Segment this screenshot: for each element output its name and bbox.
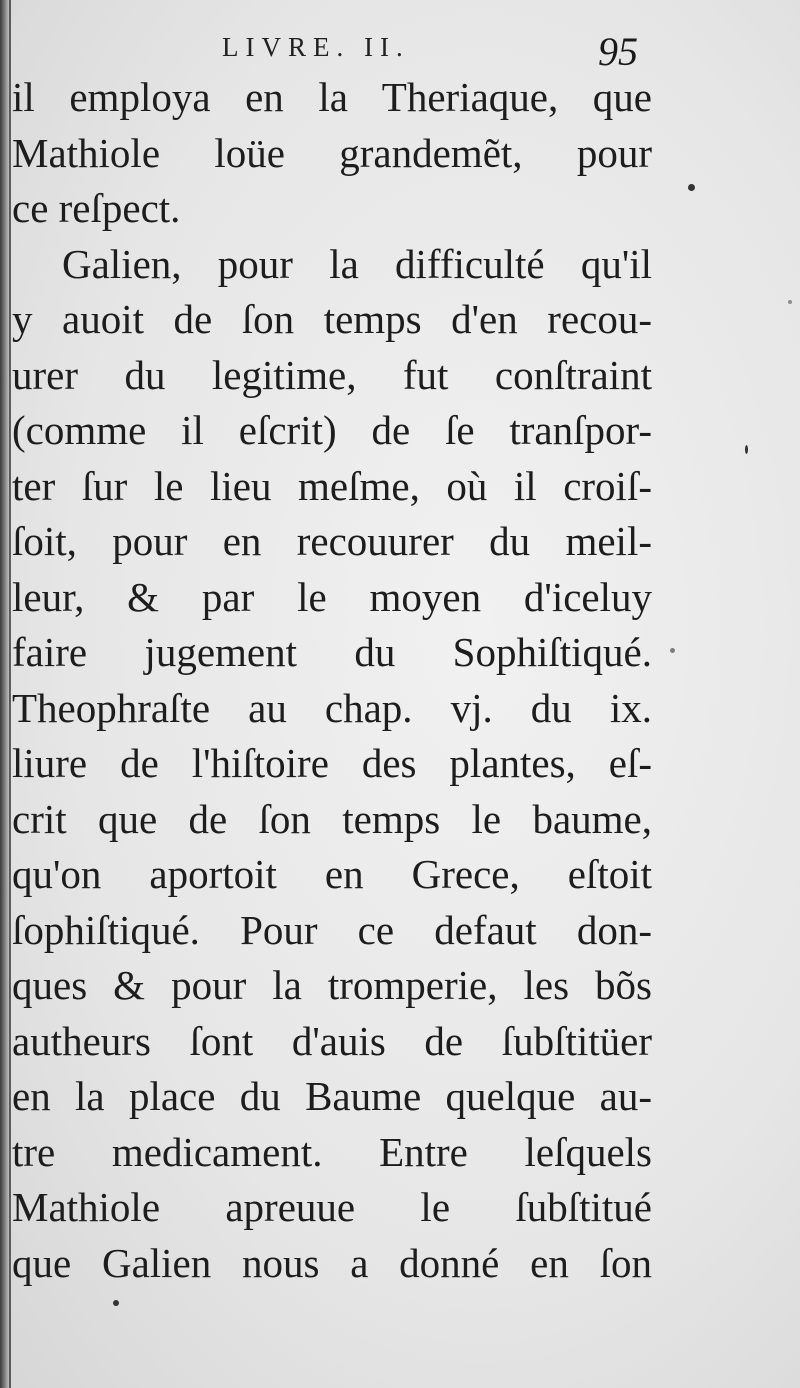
- paper-speck: [788, 300, 792, 304]
- text-line: liure de l'hiſtoire des plantes, eſ-: [12, 740, 652, 786]
- text-line: ter ſur le lieu meſme, où il croiſ-: [12, 462, 652, 509]
- text-line: (comme il eſcrit) de ſe tranſpor-: [12, 407, 652, 453]
- paper-speck: [688, 184, 695, 191]
- page-header: [0, 18, 800, 78]
- page-number: 95: [598, 29, 638, 74]
- text-line: ſoit, pour en recouurer du meil-: [12, 518, 652, 564]
- text-line: Mathiole loüe grandemẽt, pour: [12, 129, 652, 176]
- text-line: ques & pour la tromperie, les bõs: [12, 962, 652, 1008]
- text-line: urer du legitime, fut conſtraint: [12, 351, 652, 398]
- paper-speck: [113, 1300, 119, 1306]
- text-line: Theophraſte au chap. vj. du ix.: [12, 684, 652, 731]
- paper-speck: [670, 648, 675, 653]
- text-line: Mathiole apreuue le ſubſtitué: [12, 1184, 652, 1230]
- text-line: faire jugement du Sophiſtiqué.: [12, 629, 652, 675]
- text-line: en la place du Baume quelque au-: [12, 1073, 652, 1119]
- text-line: que Galien nous a donné en ſon: [12, 1239, 652, 1286]
- text-line: crit que de ſon temps le baume,: [12, 795, 652, 842]
- text-line: autheurs ſont d'auis de ſubſtitüer: [12, 1017, 652, 1064]
- text-line: tre medicament. Entre leſquels: [12, 1128, 652, 1175]
- text-line: ſophiſtiqué. Pour ce defaut don-: [12, 906, 652, 953]
- text-line: y auoit de ſon temps d'en recou-: [12, 296, 652, 342]
- text-line: Galien, pour la difficulté qu'il: [62, 240, 652, 287]
- binding-edge: [9, 0, 11, 1388]
- text-line: ce reſpect.: [12, 185, 181, 231]
- running-title: LIVRE. II.: [222, 32, 410, 62]
- body-text: [12, 70, 652, 1291]
- text-line: qu'on aportoit en Grece, eſtoit: [12, 851, 652, 897]
- paper-speck: [745, 445, 748, 454]
- text-line: il employa en la Theriaque, que: [12, 74, 652, 120]
- text-line: leur, & par le moyen d'iceluy: [12, 573, 652, 620]
